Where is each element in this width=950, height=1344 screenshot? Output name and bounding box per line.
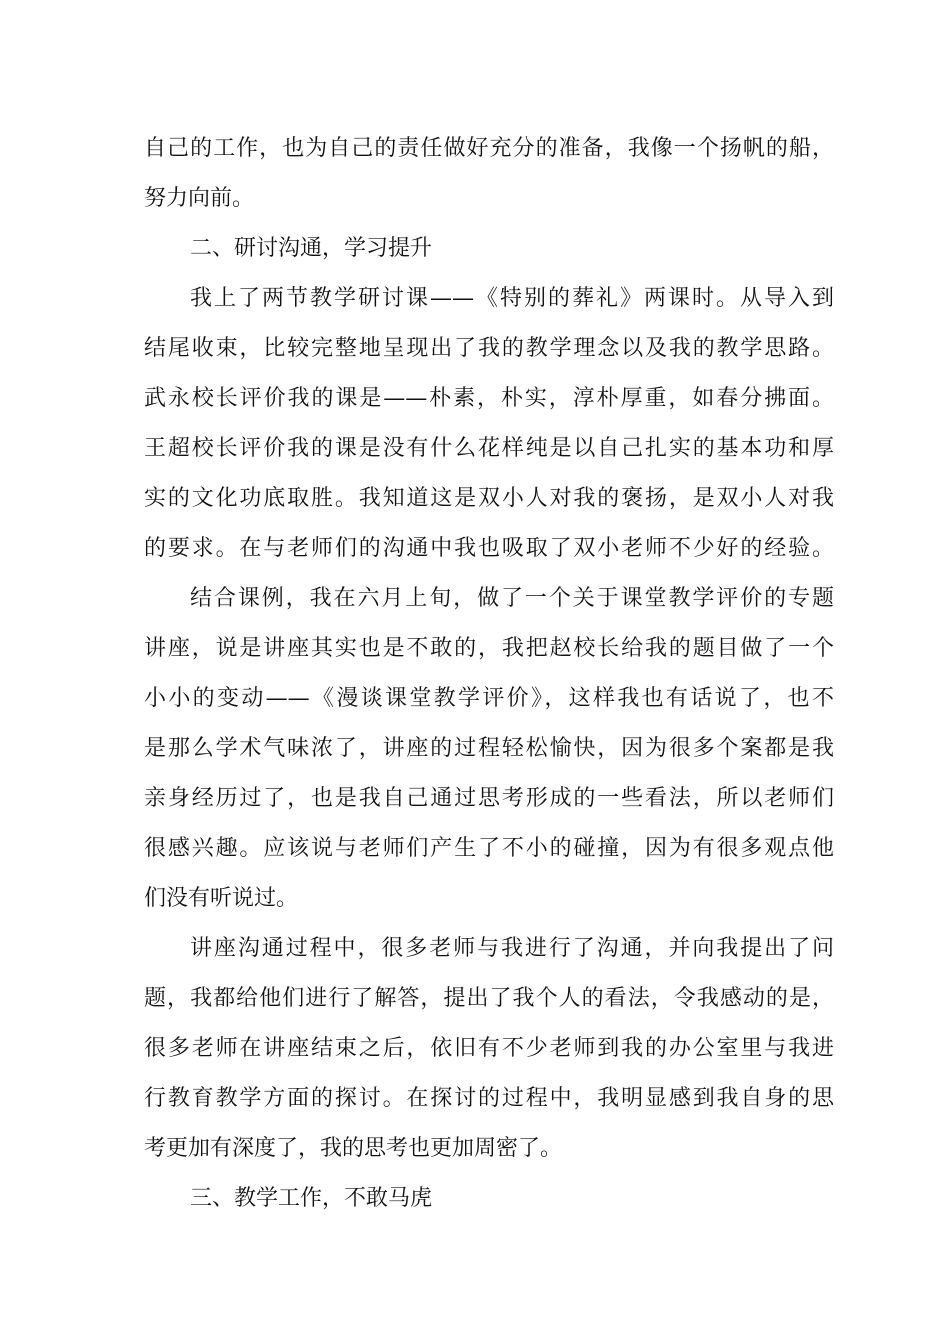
text-line-18: 题，我都给他们进行了解答，提出了我个人的看法，令我感动的是， [144, 986, 834, 1011]
section-heading-3: 三、教学工作，不敢马虎 [190, 1186, 433, 1211]
text-line-1: 自己的工作，也为自己的责任做好充分的准备，我像一个扬帆的船， [144, 136, 834, 161]
text-line-7: 王超校长评价我的课是没有什么花样纯是以自己扎实的基本功和厚 [144, 436, 834, 461]
section-heading-2: 二、研讨沟通，学习提升 [190, 236, 433, 261]
text-line-13: 是那么学术气味浓了，讲座的过程轻松愉快，因为很多个案都是我 [144, 736, 834, 761]
text-line-4: 我上了两节教学研讨课——《特别的葬礼》两课时。从导入到 [190, 286, 834, 311]
text-line-6: 武永校长评价我的课是——朴素，朴实，淳朴厚重，如春分拂面。 [144, 386, 834, 411]
text-line-14: 亲身经历过了，也是我自己通过思考形成的一些看法，所以老师们 [144, 786, 834, 811]
text-line-12: 小小的变动——《漫谈课堂教学评价》，这样我也有话说了，也不 [144, 686, 834, 711]
text-line-2: 努力向前。 [144, 186, 255, 211]
text-line-15: 很感兴趣。应该说与老师们产生了不小的碰撞，因为有很多观点他 [144, 836, 834, 861]
text-line-19: 很多老师在讲座结束之后，依旧有不少老师到我的办公室里与我进 [144, 1036, 834, 1061]
text-line-17: 讲座沟通过程中，很多老师与我进行了沟通，并向我提出了问 [190, 936, 834, 961]
text-line-10: 结合课例，我在六月上旬，做了一个关于课堂教学评价的专题 [190, 586, 834, 611]
text-line-5: 结尾收束，比较完整地呈现出了我的教学理念以及我的教学思路。 [144, 336, 834, 361]
text-line-16: 们没有听说过。 [144, 886, 299, 911]
text-line-9: 的要求。在与老师们的沟通中我也吸取了双小老师不少好的经验。 [144, 536, 834, 561]
text-line-11: 讲座，说是讲座其实也是不敢的，我把赵校长给我的题目做了一个 [144, 636, 834, 661]
text-line-20: 行教育教学方面的探讨。在探讨的过程中，我明显感到我自身的思 [144, 1086, 834, 1111]
text-line-8: 实的文化功底取胜。我知道这是双小人对我的褒扬，是双小人对我 [144, 486, 834, 511]
document-body [144, 124, 834, 1224]
text-line-21: 考更加有深度了，我的思考也更加周密了。 [144, 1136, 563, 1161]
